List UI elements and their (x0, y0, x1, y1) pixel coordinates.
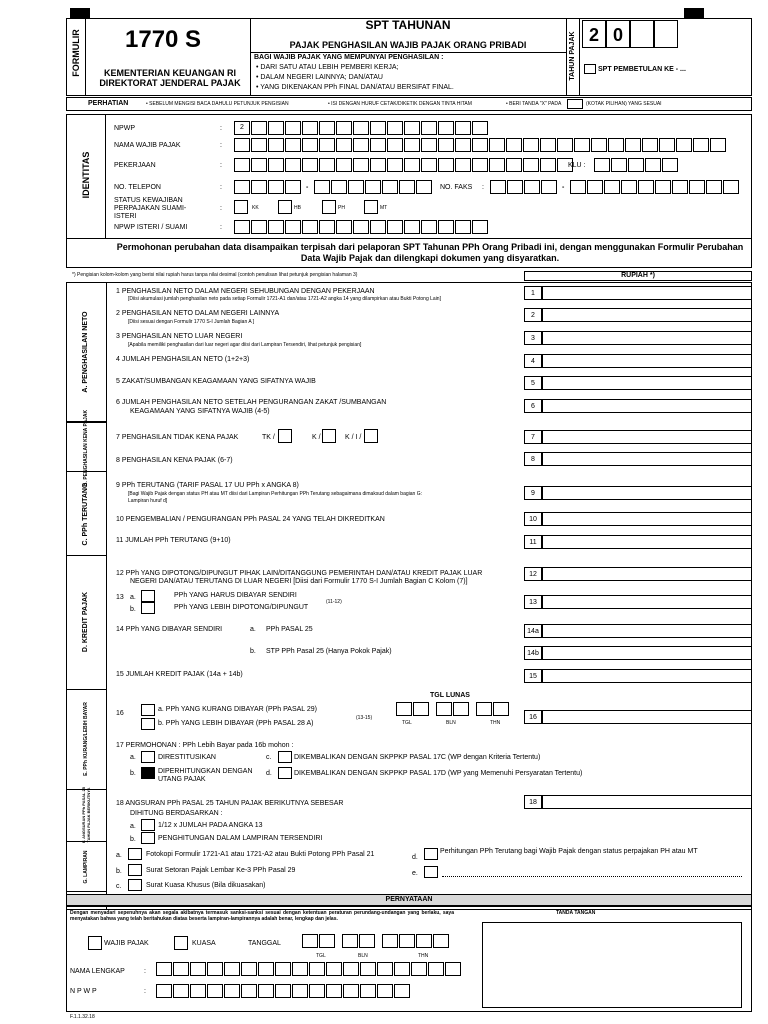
row-18a-letter: a. (130, 823, 136, 830)
row-2-number: 2 (524, 308, 542, 322)
year-digit-2[interactable]: 0 (606, 20, 630, 48)
npwp-colon: : (220, 125, 222, 132)
lampiran-d-label: Perhitungan PPh Terutang bagi Wajib Pajak dengan status perpajakan PH atau MT (440, 848, 698, 855)
row-18a-checkbox[interactable] (141, 819, 155, 831)
row-6-label-a: 6 JUMLAH PENGHASILAN NETO SETELAH PENGURANGAN ZAKAT /SUMBANGAN (116, 399, 387, 406)
row-6-number: 6 (524, 399, 542, 413)
row-5-label: 5 ZAKAT/SUMBANGAN KEAGAMAAN YANG SIFATNYA WAJIB (116, 378, 316, 385)
row-14a-number: 14a (524, 624, 542, 638)
tahun-pajak-label: TAHUN PAJAK (569, 31, 576, 81)
row-17b-checkbox[interactable] (141, 767, 155, 779)
row-11-label: 11 JUMLAH PPh TERUTANG (9+10) (116, 537, 231, 544)
bullet-3: • YANG DIKENAKAN PPh FINAL DAN/ATAU BERSIFAT FINAL. (256, 84, 454, 91)
section-e-side (66, 690, 106, 790)
lampiran-e-line[interactable] (442, 876, 742, 877)
telepon-area-boxes[interactable] (234, 180, 302, 194)
lampiran-b-letter: b. (116, 868, 122, 875)
row-13-field[interactable] (542, 595, 752, 609)
faks-number-boxes[interactable] (570, 180, 740, 194)
tgl-label: TGL (402, 720, 412, 726)
kuasa-label: KUASA (192, 940, 216, 947)
row-14b-label: STP PPh Pasal 25 (Hanya Pokok Pajak) (266, 648, 392, 655)
klu-label: KLU : (568, 162, 586, 169)
nama-lengkap-boxes[interactable] (156, 962, 462, 976)
row-17b-label-2: UTANG PAJAK (158, 776, 206, 783)
ttd-label: TANDA TANGAN (556, 910, 596, 916)
identitas-note: Permohonan perubahan data disampaikan terpisah dari pelaporan SPT Tahunan PPh Orang Pribadi ini, dengan menggunakan Formulir Perubahan Data Wajib Pajak dan dilengkapi dokumen yang disyaratkan. (116, 242, 744, 263)
lampiran-e-letter: e. (412, 870, 418, 877)
lampiran-b-label: Surat Setoran Pajak Lembar Ke-3 PPh Pasal 29 (146, 867, 296, 874)
row-16-formula: (13-15) (356, 715, 373, 721)
section-g-title: G. LAMPIRAN (83, 850, 89, 884)
section-b-title: B. PENGHASILAN KENA PAJAK (83, 409, 89, 487)
row-10-label: 10 PENGEMBALIAN / PENGURANGAN PPh PASAL 24 YANG TELAH DIKREDITKAN (116, 516, 385, 523)
row-3-sub: [Apabila memiliki penghasilan dari luar negeri agar diisi dari Lampiran Tersendiri, lihat petunjuk pengisian] (128, 342, 362, 348)
row-18-label: 18 ANGSURAN PPh PASAL 25 TAHUN PAJAK BERIKUTNYA SEBESAR (116, 800, 344, 807)
faks-colon: : (482, 184, 484, 191)
row-4-number: 4 (524, 354, 542, 368)
row-2-field[interactable] (542, 308, 752, 322)
klu-boxes[interactable] (594, 158, 679, 172)
nama-boxes[interactable] (234, 138, 727, 152)
rupiah-note: *) Pengisian kolom-kolom yang berisi nilai rupiah harus tanpa nilai desimal (contoh penulisan lihat petunjuk pengisian halaman 3) (72, 272, 358, 278)
row-9-field[interactable] (542, 486, 752, 500)
lampiran-a-checkbox[interactable] (128, 848, 142, 860)
section-a-side (66, 282, 106, 422)
perhatian-note-4: (KOTAK PILIHAN) YANG SESUAI (586, 101, 662, 107)
ministry-line-2: DIREKTORAT JENDERAL PAJAK (99, 78, 241, 88)
row-8-field[interactable] (542, 452, 752, 466)
signature-box[interactable] (482, 922, 742, 1008)
perhatian-note-2: • ISI DENGAN HURUF CETAK/DIKETIK DENGAN TINTA HITAM (328, 101, 472, 107)
row-16b-label: b. PPh YANG LEBIH DIBAYAR (PPh PASAL 28 A) (158, 720, 314, 727)
section-d-side (66, 556, 106, 690)
tgl-lunas-boxes[interactable] (396, 702, 510, 716)
lampiran-c-letter: c. (116, 883, 122, 890)
row-13-b-checkbox[interactable] (141, 602, 155, 614)
lampiran-c-label: Surat Kuasa Khusus (Bila dikuasakan) (146, 882, 266, 889)
perhatian-note-3: • BERI TANDA "X" PADA (506, 101, 562, 107)
row-13-a-letter: a. (130, 594, 136, 601)
lampiran-d-checkbox[interactable] (424, 848, 438, 860)
row-1-field[interactable] (542, 286, 752, 300)
row-7-k: K / (312, 434, 321, 441)
status-hb-checkbox[interactable] (278, 200, 292, 214)
row-15-number: 15 (524, 669, 542, 683)
row-7-tk: TK / (262, 434, 275, 441)
tanggal-label: TANGGAL (248, 940, 281, 947)
row-9-sub-1: [Bagi Wajib Pajak dengan status PH atau MT diisi dari Lampiran Perhitungan PPh Terutang sebagaimana dimaksud dalam bagian G: (128, 491, 422, 497)
bln-label: BLN (446, 720, 456, 726)
row-11-number: 11 (524, 535, 542, 549)
row-9-number: 9 (524, 486, 542, 500)
nama-lengkap-label: NAMA LENGKAP (70, 968, 125, 975)
status-colon: : (220, 205, 222, 212)
row-16-number: 16 (524, 710, 542, 724)
row-2-sub: [Diisi sesuai dengan Formulir 1770 S-I Jumlah Bagian A ] (128, 319, 255, 325)
subtitle-line (250, 52, 566, 53)
wajib-pajak-checkbox[interactable] (88, 936, 102, 950)
wajib-pajak-label: WAJIB PAJAK (104, 940, 149, 947)
rupiah-header: RUPIAH *) (524, 271, 752, 281)
main-side-divider (106, 282, 107, 910)
pernyataan-header: PERNYATAAN (66, 894, 752, 906)
row-14a-label: PPh PASAL 25 (266, 626, 313, 633)
row-11-field[interactable] (542, 535, 752, 549)
tanggal-boxes[interactable] (302, 934, 450, 948)
row-7-ki: K / I / (345, 434, 362, 441)
pekerjaan-colon: : (220, 162, 222, 169)
lampiran-c-checkbox[interactable] (128, 879, 142, 891)
row-17c-label: DIKEMBALIKAN DENGAN SKPPKP PASAL 17C (WP dengan Kriteria Tertentu) (294, 754, 541, 761)
row-6-field[interactable] (542, 399, 752, 413)
row-18-number: 18 (524, 795, 542, 809)
row-14b-number: 14b (524, 646, 542, 660)
intro-text: BAGI WAJIB PAJAK YANG MEMPUNYAI PENGHASILAN : (254, 54, 444, 61)
row-17b-label-1: DIPERHITUNGKAN DENGAN (158, 768, 253, 775)
section-d-title: D. KREDIT PAJAK (82, 591, 89, 653)
row-14a-letter: a. (250, 626, 256, 633)
npwp-boxes[interactable]: 2 (234, 121, 489, 135)
row-18-field[interactable] (542, 795, 752, 809)
npwp-isteri-boxes[interactable] (234, 220, 489, 234)
status-mt-label: MT (380, 205, 388, 211)
status-label-2: PERPAJAKAN SUAMI- (114, 205, 187, 212)
row-4-field[interactable] (542, 354, 752, 368)
corner-marker-left (70, 8, 90, 18)
row-3-label: 3 PENGHASILAN NETO LUAR NEGERI (116, 333, 243, 340)
lampiran-d-letter: d. (412, 854, 418, 861)
faks-dash: - (562, 184, 565, 191)
row-17c-letter: c. (266, 754, 272, 761)
tanggal-bln: BLN (358, 953, 368, 959)
row-17d-label: DIKEMBALIKAN DENGAN SKPPKP PASAL 17D (WP yang Memenuhi Persyaratan Tertentu) (294, 770, 583, 777)
perhatian-note-1: • SEBELUM MENGISI BACA DAHULU PETUNJUK PENGISIAN (146, 101, 289, 107)
identitas-note-line (66, 238, 752, 239)
row-10-field[interactable] (542, 512, 752, 526)
row-1-sub: [Diisi akumulasi jumlah penghasilan neto pada setiap Formulir 1721-A1 dan/atau 1721-A2 angka 14 yang dilampirkan atau Bukti Potong Lain] (128, 296, 441, 302)
row-10-number: 10 (524, 512, 542, 526)
row-18-sub: DIHITUNG BERDASARKAN : (130, 810, 223, 817)
telepon-number-boxes[interactable] (314, 180, 433, 194)
row-15-label: 15 JUMLAH KREDIT PAJAK (14a + 14b) (116, 671, 243, 678)
pekerjaan-boxes[interactable] (234, 158, 574, 172)
row-13-number: 13 (524, 595, 542, 609)
row-12-number: 12 (524, 567, 542, 581)
row-5-field[interactable] (542, 376, 752, 390)
lampiran-a-letter: a. (116, 852, 122, 859)
formulir-column (66, 18, 86, 96)
ptkp-ki-box[interactable] (364, 429, 378, 443)
status-hb-label: HB (294, 205, 301, 211)
row-16a-label: a. PPh YANG KURANG DIBAYAR (PPh PASAL 29) (158, 706, 317, 713)
perhatian-label: PERHATIAN (88, 100, 129, 107)
year-digit-1[interactable]: 2 (582, 20, 606, 48)
row-16-number-text: 16 (116, 710, 124, 717)
status-kk-label: KK (252, 205, 259, 211)
npwp-isteri-colon: : (220, 224, 222, 231)
row-12-label-a: 12 PPh YANG DIPOTONG/DIPUNGUT PIHAK LAIN/DITANGGUNG PEMERINTAH DAN/ATAU KREDIT PAJAK LUAR (116, 570, 483, 577)
tanggal-thn: THN (418, 953, 429, 959)
row-4-label: 4 JUMLAH PENGHASILAN NETO (1+2+3) (116, 356, 250, 363)
status-ph-label: PH (338, 205, 345, 211)
row-17-label: 17 PERMOHONAN : PPh Lebih Bayar pada 16b mohon : (116, 742, 294, 749)
row-16b-checkbox[interactable] (141, 718, 155, 730)
status-label-1: STATUS KEWAJIBAN (114, 197, 183, 204)
row-8-number: 8 (524, 452, 542, 466)
row-14-label: 14 PPh YANG DIBAYAR SENDIRI (116, 626, 223, 633)
telepon-colon: : (220, 184, 222, 191)
row-13-b-label: PPh YANG LEBIH DIPOTONG/DIPUNGUT (174, 604, 309, 611)
row-1-label: 1 PENGHASILAN NETO DALAM NEGERI SEHUBUNGAN DENGAN PEKERJAAN (116, 288, 375, 295)
row-14b-field[interactable] (542, 646, 752, 660)
row-1-number: 1 (524, 286, 542, 300)
section-f-side (66, 787, 106, 843)
sample-checkbox (567, 99, 583, 109)
row-18b-checkbox[interactable] (141, 832, 155, 844)
year-digit-4[interactable] (654, 20, 678, 48)
npwp-ttd-boxes[interactable] (156, 984, 411, 998)
nama-label: NAMA WAJIB PAJAK (114, 142, 181, 149)
ptkp-tk-box[interactable] (278, 429, 292, 443)
lampiran-b-checkbox[interactable] (128, 864, 142, 876)
nama-colon: : (220, 142, 222, 149)
row-5-number: 5 (524, 376, 542, 390)
identitas-title: IDENTITAS (81, 151, 91, 199)
thn-label: THN (490, 720, 501, 726)
row-14a-field[interactable] (542, 624, 752, 638)
npwp-ttd-label: N P W P (70, 988, 97, 995)
section-f-title: F. ANGSURAN PPh PASAL 25 TAHUN PAJAK BERIKUTNYA (81, 787, 91, 843)
lampiran-a-label: Fotokopi Formulir 1721-A1 atau 1721-A2 atau Bukti Potong PPh Pasal 21 (146, 851, 375, 858)
section-e-title: E. PPh KURANG/LEBIH BAYAR (83, 702, 89, 776)
row-13-b-letter: b. (130, 606, 136, 613)
row-6-label-b: KEAGAMAAN YANG SIFATNYA WAJIB (4-5) (130, 408, 270, 415)
lampiran-e-checkbox[interactable] (424, 866, 438, 878)
pernyataan-text: Dengan menyadari sepenuhnya akan segala akibatnya termasuk sanksi-sanksi sesuai dengan ketentuan peraturan perundang-undangan yang berlaku, saya menyatakan bahwa yang telah beritahukan diatas beserta lampiran-lampirannya adalah benar, lengkap dan jelas. (70, 910, 454, 922)
row-16-field[interactable] (542, 710, 752, 724)
row-9-label: 9 PPh TERUTANG (TARIF PASAL 17 UU PPh x ANGKA 8) (116, 482, 299, 489)
row-17a-checkbox[interactable] (141, 751, 155, 763)
npwp-isteri-label: NPWP ISTERI / SUAMI (114, 224, 188, 231)
row-13-a-label: PPh YANG HARUS DIBAYAR SENDIRI (174, 592, 297, 599)
formulir-label: FORMULIR (71, 29, 81, 77)
form-id: F.1.1.32.18 (70, 1014, 95, 1020)
npwp-label: NPWP (114, 125, 135, 132)
row-13-formula: (11-12) (326, 599, 342, 605)
row-12-field[interactable] (542, 567, 752, 581)
bullet-2: • DALAM NEGERI LAINNYA; DAN/ATAU (256, 74, 383, 81)
row-3-number: 3 (524, 331, 542, 345)
row-14b-letter: b. (250, 648, 256, 655)
row-12-label-b: NEGERI DAN/ATAU TERUTANG DI LUAR NEGERI [Diisi dari Formulir 1770 S-I Jumlah Bagian C Kolom (7)] (130, 578, 468, 585)
row-13-a-checkbox[interactable] (141, 590, 155, 602)
pembetulan-label: SPT PEMBETULAN KE - ... (598, 66, 686, 73)
ministry-line-1: KEMENTERIAN KEUANGAN RI (103, 68, 236, 78)
row-18a-label: 1/12 x JUMLAH PADA ANGKA 13 (158, 822, 263, 829)
row-17d-letter: d. (266, 770, 272, 777)
bullet-1: • DARI SATU ATAU LEBIH PEMBERI KERJA; (256, 64, 399, 71)
status-kk-checkbox[interactable] (234, 200, 248, 214)
tanggal-tgl: TGL (316, 953, 326, 959)
row-18b-label: PENGHITUNGAN DALAM LAMPIRAN TERSENDIRI (158, 835, 323, 842)
row-15-field[interactable] (542, 669, 752, 683)
faks-area-boxes[interactable] (490, 180, 558, 194)
faks-label: NO. FAKS (440, 184, 473, 191)
section-c-side (66, 472, 106, 556)
section-a-title: A. PENGHASILAN NETO (82, 311, 89, 393)
row-3-field[interactable] (542, 331, 752, 345)
row-9-sub-2: Lampiran huruf d] (128, 498, 168, 504)
year-boxes (582, 20, 678, 48)
pekerjaan-label: PEKERJAAN (114, 162, 156, 169)
row-7-field[interactable] (542, 430, 752, 444)
row-7-label: 7 PENGHASILAN TIDAK KENA PAJAK (116, 434, 239, 441)
row-17b-letter: b. (130, 770, 136, 777)
row-2-label: 2 PENGHASILAN NETO DALAM NEGERI LAINNYA (116, 310, 280, 317)
year-digit-3[interactable] (630, 20, 654, 48)
corner-marker-right (684, 8, 704, 18)
spt-title: SPT TAHUNAN (365, 18, 451, 32)
status-ph-checkbox[interactable] (322, 200, 336, 214)
row-17a-letter: a. (130, 754, 136, 761)
section-g-side (66, 842, 106, 892)
telepon-dash: - (306, 184, 309, 191)
form-code: 1770 S (125, 26, 202, 53)
row-8-label: 8 PENGHASILAN KENA PAJAK (6-7) (116, 457, 233, 464)
ptkp-k-box[interactable] (322, 429, 336, 443)
row-13-number-text: 13 (116, 594, 124, 601)
row-17c-checkbox[interactable] (278, 751, 292, 763)
pembetulan-checkbox[interactable] (584, 64, 596, 74)
npwp-ttd-colon: : (144, 988, 146, 995)
row-16a-checkbox[interactable] (141, 704, 155, 716)
row-18b-letter: b. (130, 836, 136, 843)
row-17d-checkbox[interactable] (278, 767, 292, 779)
telepon-label: NO. TELEPON (114, 184, 161, 191)
identitas-side (66, 114, 106, 238)
spt-subtitle: PAJAK PENGHASILAN WAJIB PAJAK ORANG PRIBADI (289, 40, 527, 50)
row-7-number: 7 (524, 430, 542, 444)
tgl-lunas-label: TGL LUNAS (430, 692, 470, 699)
section-c-title: C. PPh TERUTANG (82, 482, 89, 546)
section-b-side (66, 409, 106, 487)
kuasa-checkbox[interactable] (174, 936, 188, 950)
row-17a-label: DIRESTITUSIKAN (158, 754, 216, 761)
status-mt-checkbox[interactable] (364, 200, 378, 214)
tahun-pajak-column (566, 18, 580, 96)
nama-lengkap-colon: : (144, 968, 146, 975)
status-label-3: ISTERI (114, 213, 137, 220)
